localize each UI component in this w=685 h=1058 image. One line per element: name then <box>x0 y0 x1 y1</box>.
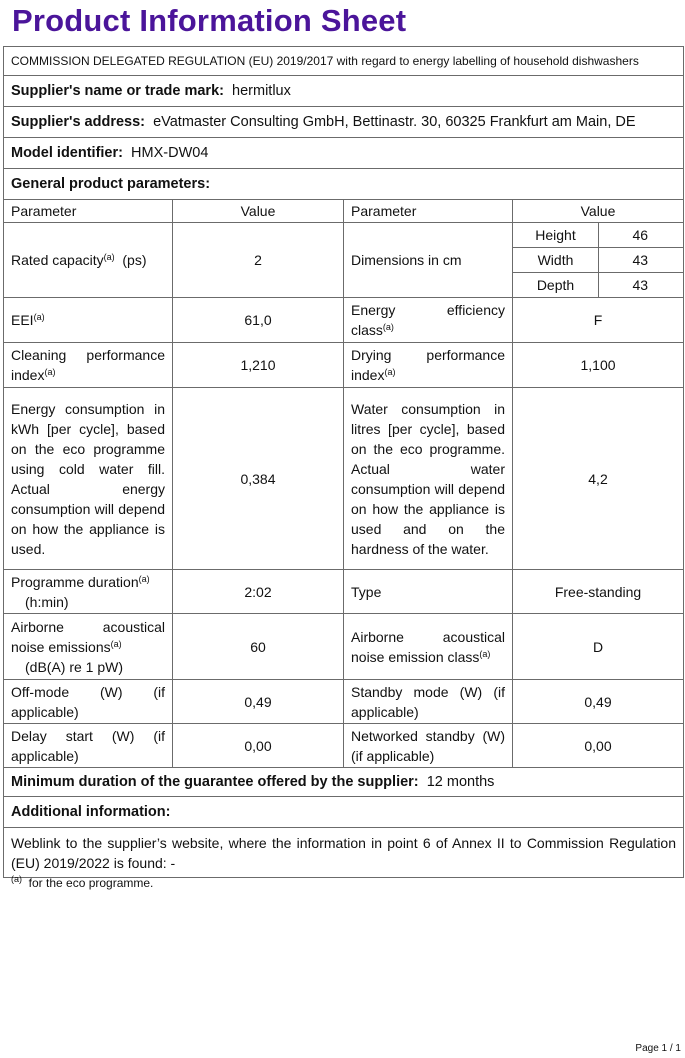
col-header-parameter: Parameter <box>344 200 513 223</box>
delay-start-value: 0,00 <box>173 724 344 768</box>
cleaning-drying-row <box>4 343 684 388</box>
footnote-marker: (a) <box>479 648 491 659</box>
offmode-standby-row <box>4 680 684 724</box>
networked-standby-label: Networked standby (W) (if applicable) <box>344 724 513 768</box>
weblink-row <box>4 828 684 878</box>
offmode-value: 0,49 <box>173 680 344 724</box>
type-value: Free-standing <box>513 570 684 614</box>
dimensions-subtable <box>513 223 683 297</box>
regulation-row <box>4 47 684 76</box>
footnote <box>11 876 153 890</box>
page-title: Product Information Sheet <box>12 3 407 38</box>
supplier-name-row <box>4 76 684 107</box>
col-header-value: Value <box>513 200 684 223</box>
noise-class-label-line2: noise emission class <box>351 648 480 665</box>
cleaning-label-line1: Cleaning performance <box>11 347 165 363</box>
type-label: Type <box>344 570 513 614</box>
duration-unit: (h:min) <box>25 593 69 610</box>
standby-label: Standby mode (W) (if applicable) <box>344 680 513 724</box>
footnote-marker: (a) <box>44 367 56 377</box>
guarantee-row <box>4 768 684 797</box>
capacity-label: Rated capacity <box>11 252 104 268</box>
col-header-parameter: Parameter <box>4 200 173 223</box>
additional-info-row <box>4 797 684 828</box>
supplier-address-value: eVatmaster Consulting GmbH, Bettinastr. 30, 60325 Frankfurt am Main, DE <box>153 114 636 130</box>
footnote-marker: (a) <box>110 638 122 649</box>
general-params-label: General product parameters: <box>11 176 211 192</box>
column-header-row <box>4 200 684 223</box>
delay-start-label: Delay start (W) (if applicable) <box>4 724 173 768</box>
drying-label-line1: Drying performance <box>351 347 505 363</box>
footnote-marker: (a) <box>138 573 150 584</box>
capacity-value: 2 <box>173 223 344 298</box>
drying-value: 1,100 <box>513 343 684 388</box>
depth-value: 43 <box>632 277 649 293</box>
delay-networked-row <box>4 724 684 768</box>
col-header-value: Value <box>173 200 344 223</box>
height-label: Height <box>513 223 599 248</box>
energy-consumption-label: Energy consumption in kWh [per cycle], based on the eco programme using cold water fill. Actual energy consumption will depend on how the appliance is used. <box>4 388 173 570</box>
noise-unit: (dB(A) re 1 pW) <box>25 658 124 675</box>
footnote-marker: (a) <box>33 312 45 322</box>
page-number: Page 1 / 1 <box>635 1043 681 1054</box>
noise-value: 60 <box>173 614 344 680</box>
model-row <box>4 138 684 169</box>
offmode-label: Off-mode (W) (if applicable) <box>4 680 173 724</box>
energy-class-value: F <box>513 298 684 343</box>
general-params-row <box>4 169 684 200</box>
energy-class-label-line1: Energy efficiency <box>351 302 505 318</box>
eei-row <box>4 298 684 343</box>
footnote-marker: (a) <box>384 367 396 377</box>
width-label: Width <box>513 248 599 273</box>
footnote-text: for the eco programme. <box>28 876 154 890</box>
cleaning-label-line2: index <box>11 367 45 383</box>
eei-label: EEI <box>11 312 34 328</box>
noise-class-label-line1: Airborne acoustical <box>351 628 505 645</box>
guarantee-label: Minimum duration of the guarantee offered by the supplier: <box>11 774 419 790</box>
footnote-marker: (a) <box>382 322 394 332</box>
noise-row <box>4 614 684 680</box>
supplier-address-row <box>4 107 684 138</box>
depth-label: Depth <box>513 273 599 298</box>
noise-label: Airborne acoustical noise emissions <box>11 618 165 655</box>
model-value: HMX-DW04 <box>131 145 209 161</box>
width-value: 43 <box>599 248 684 273</box>
noise-class-value: D <box>513 614 684 680</box>
supplier-name-label: Supplier's name or trade mark: <box>11 83 224 99</box>
supplier-address-label: Supplier's address: <box>11 114 145 130</box>
eei-value: 61,0 <box>173 298 344 343</box>
footnote-marker: (a) <box>103 252 115 262</box>
water-consumption-label: Water consumption in litres [per cycle], based on the eco programme. Actual water consumption will depend on how the appliance is used and on the hardness of the water. <box>344 388 513 570</box>
duration-type-row <box>4 570 684 614</box>
capacity-unit: (ps) <box>122 252 147 268</box>
model-label: Model identifier: <box>11 145 123 161</box>
cleaning-value: 1,210 <box>173 343 344 388</box>
drying-label-line2: index <box>351 367 385 383</box>
duration-value: 2:02 <box>173 570 344 614</box>
capacity-row <box>4 223 684 298</box>
networked-standby-value: 0,00 <box>513 724 684 768</box>
duration-label: Programme duration <box>11 573 139 590</box>
consumption-row <box>4 388 684 570</box>
energy-consumption-value: 0,384 <box>173 388 344 570</box>
footnote-marker: (a) <box>11 874 22 884</box>
energy-class-label-line2: class <box>351 322 383 338</box>
water-consumption-value: 4,2 <box>513 388 684 570</box>
additional-info-label: Additional information: <box>11 804 171 820</box>
product-information-table <box>3 46 684 878</box>
standby-value: 0,49 <box>513 680 684 724</box>
weblink-text: Weblink to the supplier’s website, where the information in point 6 of Annex II to Commission Regulation (EU) 2019/2022 is found: - <box>4 828 684 878</box>
supplier-name-value: hermitlux <box>232 83 291 99</box>
guarantee-value: 12 months <box>426 774 495 790</box>
height-value: 46 <box>599 223 684 248</box>
dimensions-label: Dimensions in cm <box>344 223 513 298</box>
regulation-text: COMMISSION DELEGATED REGULATION (EU) 2019/2017 with regard to energy labelling of household dishwashers <box>4 47 684 76</box>
